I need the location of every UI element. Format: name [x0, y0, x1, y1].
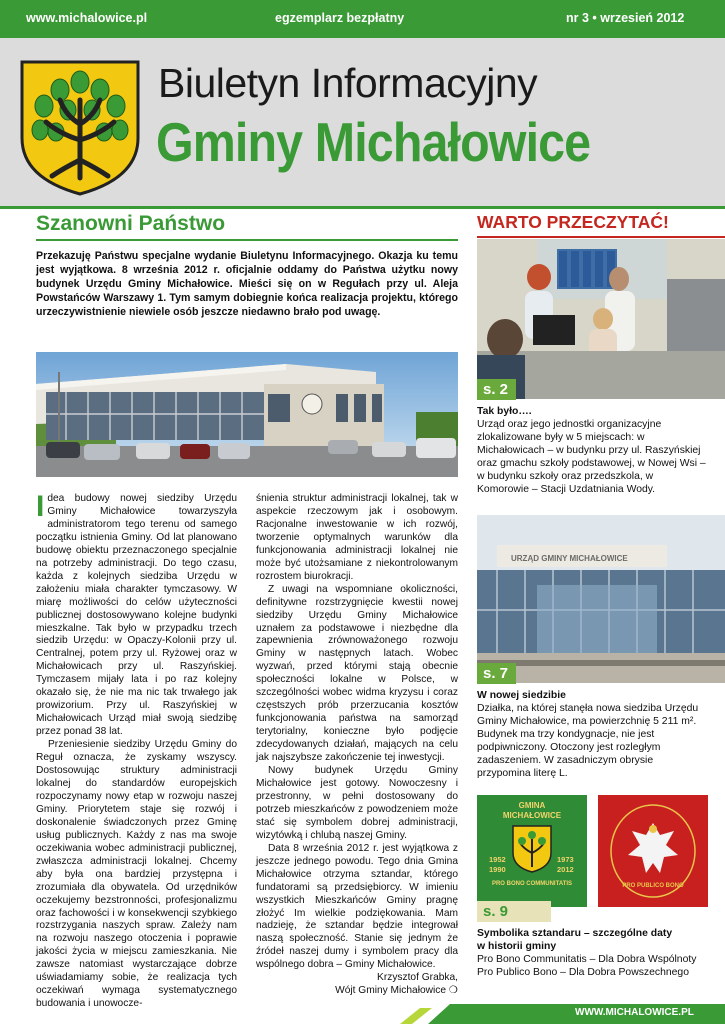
- sidebar-item-1-title: Tak było….: [477, 406, 532, 417]
- sidebar-item-3-title-2: w historii gminy: [477, 941, 557, 952]
- sidebar-item-3-line-1: Pro Bono Communitatis – Dla Dobra Wspólnoty: [477, 954, 697, 965]
- banner-motto-2: PRO PUBLICO BONO: [622, 883, 684, 889]
- column1-paragraph-2: Przeniesienie siedziby Urzędu Gminy do Reguł oznacza, że zyskamy wszyscy. Dostosowując struktury administracji lokalnej do standardów europejskich rozpoczynamy nowy etap w rozwoju naszej Gminy. Priorytetem staje się rozwój i doskonalenie świadczonych przez Gminę usług publicznych. Każdy z nas ma swoje oczekiwania wobec administracji publicznej, zwłaszcza administracji lokalnej. Chcemy aby była ona bardziej przystępna i zrozumiała dla obywatela. Od urzędników oczekujemy bezstronności, profesjonalizmu oraz fachowości i w konsekwencji szybkiego rozstrzygania naszych spraw. Zależy nam na rozwoju naszego otoczenia i poprawie jakości życia w miejscu zamieszkania. Nie zawsze natomiast wystarczające dobrze uświadamiamy sobie, że realizacja tych oczekiwań wymaga systematycznego budowania i unowocze-: [36, 739, 237, 1010]
- banner-year-3: 1973: [557, 855, 574, 864]
- banner-red: [598, 795, 708, 907]
- article-lead: Przekazuję Państwu specjalne wydanie Biuletynu Informacyjnego. Okazja ku temu jest wyjątkowa. 8 września 2012 r. oficjalnie oddamy do Państwa użytku nowy budynek Urzędu Gminy Michałowice. Mieści się on w Regułach przy ul. Aleja Powstańców Warszawy 1. Tym samym dobiegnie końca realizacja projektu, którego urzeczywistnienie niewiele osób jeszcze niedawno brało pod uwagę.: [36, 250, 458, 318]
- column2-paragraph-1: śnienia struktur administracji lokalnej, tak w aspekcie rzeczowym jak i osobowym. Racjonalne inwestowanie w ich rozwój, tworzenie optymalnych warunków dla funkcjonowania administracji lokalnej nie może być utożsamiane z niekontrolowanym rozrostem biurokracji.: [256, 493, 458, 582]
- banner-gmina-label: GMINA: [518, 801, 546, 810]
- footer-website[interactable]: WWW.MICHALOWICE.PL: [575, 1007, 694, 1018]
- header-free-copy: egzemplarz bezpłatny: [275, 11, 405, 25]
- banner-motto-1: PRO BONO COMMUNITATIS: [491, 881, 573, 887]
- signature-title: Wójt Gminy Michałowice ❍: [335, 985, 458, 997]
- town-hall-photo: [36, 352, 458, 477]
- banner-year-4: 2012: [557, 865, 574, 874]
- sidebar-heading-rule: [477, 236, 725, 238]
- sidebar-item-2-title: W nowej siedzibie: [477, 690, 566, 701]
- building-sign: URZĄD GMINY MICHAŁOWICE: [511, 554, 628, 563]
- masthead-title-line1: Biuletyn Informacyjny: [158, 60, 538, 106]
- page-badge-9[interactable]: s. 9: [477, 901, 551, 922]
- sidebar-heading: WARTO PRZECZYTAĆ!: [477, 212, 669, 232]
- page-badge-2[interactable]: s. 2: [477, 379, 516, 400]
- office-photo: [477, 239, 725, 399]
- article-heading-rule: [36, 239, 458, 241]
- entrance-photo: [477, 515, 725, 683]
- column1-paragraph-1: dea budowy nowej siedziby Urzędu Gminy Michałowice towarzyszyła administratorom tego terenu od samego początku istnienia Gminy. Od lat planowano budowę obiektu przeznaczonego specjalnie na potrzeby administracji. Do tego czasu, każda z kolejnych siedziba Urzędu w założeniu miała charakter tymczasowy. W miarę możliwości do celów użyteczności publicznej dostosowywano kolejne budynki mieszkalne. Tak było w przypadku trzech siedzib Urzędu: w Opaczy-Kolonii przy ul. Centralnej, potem przy ul. Ryżowej oraz w Michałowicach przy ul. Raszyńskiej. Tymczasem mijały lata i po raz kolejny okazało się, że nie ma nic tak trwałego jak prowizorium. Przy ul. Raszyńskiej w Michałowicach Urząd miał swoją siedzibę przez ponad 38 lat.: [36, 493, 237, 738]
- masthead-divider: [0, 206, 725, 209]
- banner-green: [477, 795, 587, 907]
- banner-year-2: 1990: [489, 865, 506, 874]
- article-column-1: [36, 490, 237, 1011]
- sidebar-item-1-text: Urząd oraz jego jednostki organizacyjne zlokalizowane były w 5 miejscach: w Michałowicach – w budynku przy ul. Raszyńskiej oraz gmachu szkoły podstawowej, w Nowej Wsi – w budynku szkoły oraz przedszkola, w Komorowie – Stacji Uzdatniania Wody.: [477, 419, 706, 495]
- sidebar-item-1: [477, 405, 707, 496]
- masthead: [0, 38, 725, 206]
- masthead-title-line2: Gminy Michałowice: [156, 111, 591, 173]
- signature-name: Krzysztof Grabka,: [377, 972, 458, 984]
- banner-name-label: MICHAŁOWICE: [502, 811, 562, 820]
- drop-cap: I: [36, 490, 45, 523]
- sidebar-item-2: [477, 689, 707, 780]
- sidebar-item-3: [477, 927, 707, 979]
- article-heading: Szanowni Państwo: [36, 212, 226, 235]
- column2-paragraph-4: Data 8 września 2012 r. jest wyjątkowa z jeszcze jednego powodu. Tego dnia Gmina Michałowice otrzyma sztandar, którego fundatorami są przedsiębiorcy. W imieniu wszystkich Mieszkańców Gminy pragnę złożyć Im wielkie podziękowania. Mam nadzieję, że sztandar będzie integrował naszą społeczność. Stanie się jednym że źródeł naszej dumy i symbolem pracy dla wspólnego dobra – Gminy Michałowice.: [256, 842, 458, 971]
- sidebar-item-2-text: Działka, na której stanęła nowa siedziba Urzędu Gminy Michałowice, ma powierzchnię 5 211 m². Budynek ma trzy kondygnacje, nie jest podpiwniczony. Otoczony jest rozległym zadaszeniem. W zasadniczym obrysie przypomina literę L.: [477, 703, 699, 779]
- banner-year-1: 1952: [489, 855, 506, 864]
- coat-of-arms-icon: [20, 60, 140, 196]
- banner-shield-icon: [512, 825, 552, 873]
- column2-paragraph-2: Z uwagi na wspomniane okoliczności, definitywne rozstrzygnięcie kwestii nowej siedziby Urzędu Gminy Michałowice uznałem za podstawowe i niezbędne dla zapewnienia zrównoważonego rozwoju Gminy w następnych latach. Wobec wyzwań, przed którymi stają obecnie społeczności lokalne w Polsce, w szczególności wobec widma kryzysu i coraz częstszych prób przerzucania kosztów funkcjonowania państwa na samorząd terytorialny, konieczne było podjęcie zdecydowanych działań, mających na celu jak najszybsze zakończenie tej inwestycji.: [256, 583, 458, 764]
- sidebar-item-3-title-1: Symbolika sztandaru – szczególne daty: [477, 928, 673, 939]
- column2-paragraph-3: Nowy budynek Urzędu Gminy Michałowice jest gotowy. Nowoczesny i przestronny, w pełni dostosowany do potrzeb mieszkańców z powodzeniem może stać się symbolem dobrej administracji, wizytówką i chlubą naszej Gminy.: [256, 765, 458, 841]
- top-bar: [0, 0, 725, 38]
- article-column-2: [256, 493, 458, 998]
- sidebar-item-3-line-2: Pro Publico Bono – Dla Dobra Powszechnego: [477, 967, 689, 978]
- header-issue: nr 3 • wrzesień 2012: [566, 11, 685, 25]
- header-website[interactable]: www.michalowice.pl: [26, 11, 148, 25]
- page-badge-7[interactable]: s. 7: [477, 663, 516, 684]
